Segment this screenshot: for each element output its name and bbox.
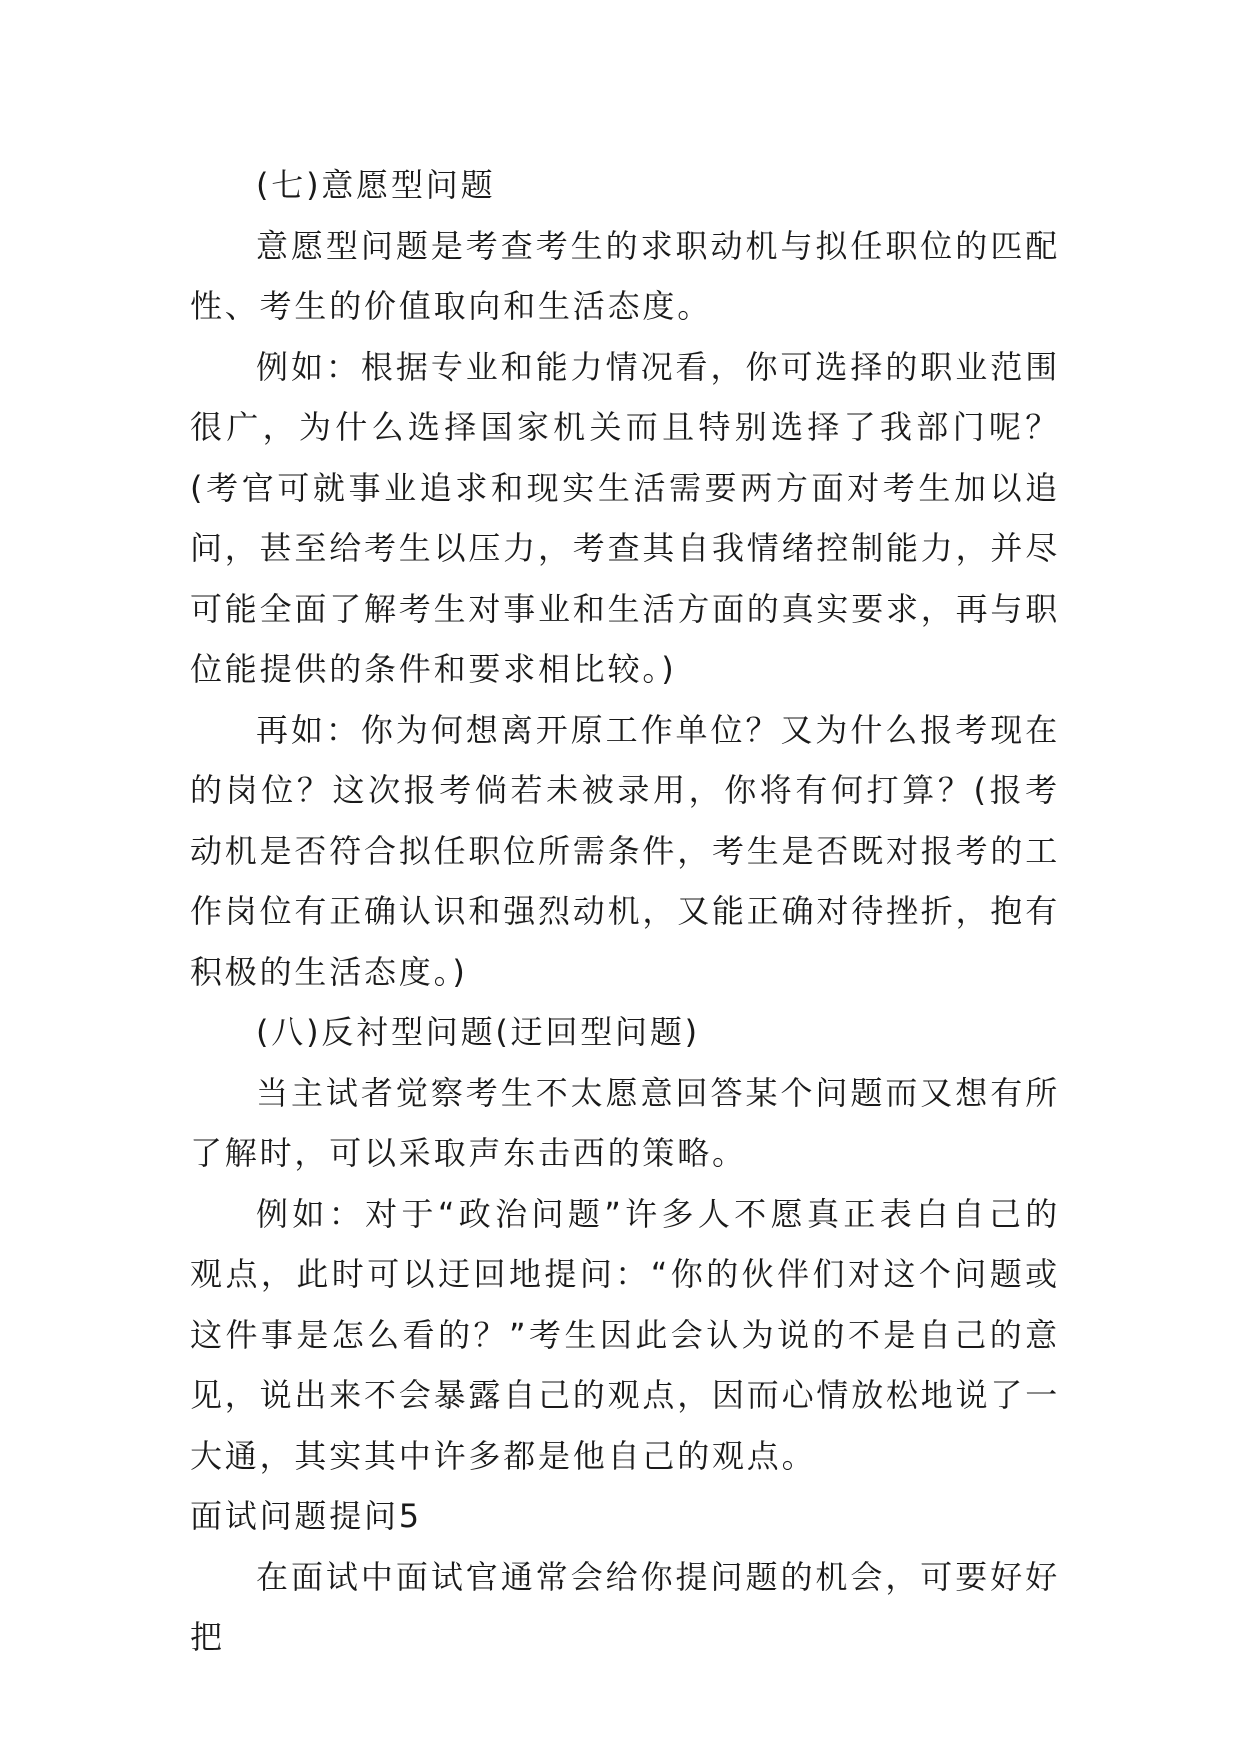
section-title-5: 面试问题提问5: [190, 1497, 422, 1535]
paragraph-example-3: 例如：对于“政治问题”许多人不愿真正表白自己的观点，此时可以迂回地提问：“你的伙伴们对这个问题或这件事是怎么看的？”考生因此会认为说的不是自己的意见，说出来不会暴露自己的观点，因而心情放松地说了一大通，其实其中许多都是他自己的观点。: [190, 1194, 1061, 1475]
section-heading-7: (七)意愿型问题: [256, 166, 496, 204]
paragraph-contrast-definition: 当主试者觉察考生不太愿意回答某个问题而又想有所了解时，可以采取声东击西的策略。: [190, 1073, 1060, 1172]
paragraph-example-1: 例如：根据专业和能力情况看，你可选择的职业范围很广，为什么选择国家机关而且特别选择了我部门呢？(考官可就事业追求和现实生活需要两方面对考生加以追问，甚至给考生以压力，考查其自我情绪控制能力，并尽可能全面了解考生对事业和生活方面的真实要求，再与职位能提供的条件和要求相比较。): [190, 347, 1061, 688]
paragraph-example-2: 再如：你为何想离开原工作单位？又为什么报考现在的岗位？这次报考倘若未被录用，你将有何打算？(报考动机是否符合拟任职位所需条件，考生是否既对报考的工作岗位有正确认识和强烈动机，又能正确对待挫折，抱有积极的生活态度。): [190, 710, 1061, 991]
paragraph-question-opportunity: 在面试中面试官通常会给你提问题的机会，可要好好把: [190, 1557, 1060, 1656]
section-heading-8: (八)反衬型问题(迂回型问题): [256, 1013, 700, 1051]
paragraph-intention-definition: 意愿型问题是考查考生的求职动机与拟任职位的匹配性、考生的价值取向和生活态度。: [190, 226, 1060, 325]
document-body: [190, 155, 1060, 1668]
